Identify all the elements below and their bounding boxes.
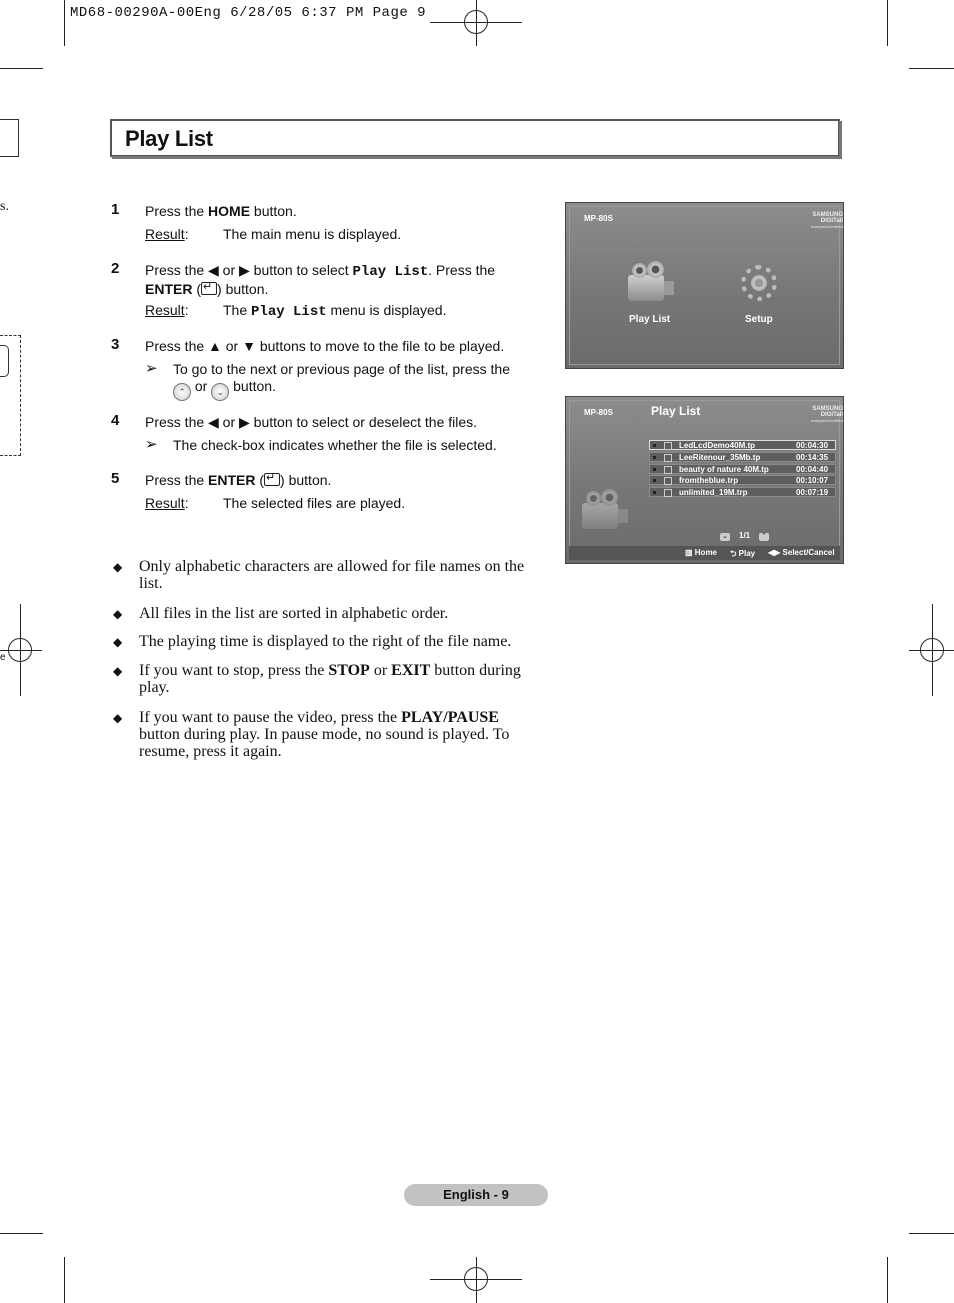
page-title: Play List [125, 126, 213, 151]
crop-mark [0, 68, 43, 69]
brand-logo: SAMSUNG DIGITall everyone's invited [811, 212, 843, 229]
step-2-result: Result: [145, 302, 189, 318]
bullet-diamond-icon: ◆ [113, 711, 123, 725]
facing-page-text-fragment: s. [0, 199, 9, 214]
note-arrow-icon: ➢ [145, 436, 158, 453]
menu-item-setup[interactable]: Setup [745, 314, 773, 325]
step-number: 1 [111, 201, 120, 218]
step-2-text: Press the ◀ or ▶ button to select Play List. Press the ENTER (↵ ) button. [145, 262, 525, 298]
facing-page-text-fragment: e [0, 652, 6, 663]
crop-mark [887, 1257, 888, 1303]
file-row[interactable]: unlimited_19M.trp 00:07:19 [649, 487, 836, 497]
bullet-diamond-icon: ◆ [113, 664, 123, 678]
step-5-result-text: The selected files are played. [223, 495, 406, 511]
note-bullet: The playing time is displayed to the right of the file name. [139, 633, 512, 650]
registration-circle [464, 10, 488, 34]
crop-mark [909, 68, 954, 69]
step-4-text: Press the ◀ or ▶ button to select or deselect the files. [145, 414, 478, 430]
file-row[interactable]: LeeRitenour_35Mb.tp 00:14:35 [649, 452, 836, 462]
page-down-icon[interactable]: ⌄ [720, 533, 730, 541]
note-arrow-icon: ➢ [145, 360, 158, 377]
facing-page-icon-edge [0, 345, 9, 377]
file-row[interactable]: beauty of nature 40M.tp 00:04:40 [649, 464, 836, 474]
note-bullet: All files in the list are sorted in alphabetic order. [139, 605, 449, 622]
registration-circle [920, 638, 944, 662]
enter-icon [264, 473, 280, 486]
camera-icon [580, 489, 632, 531]
menu-item-play-list[interactable]: Play List [629, 314, 671, 325]
print-header: MD68-00290A-00Eng 6/28/05 6:37 PM Page 9 [70, 5, 427, 21]
page-up-button-icon: ⌃ [173, 383, 191, 401]
note-bullet: If you want to pause the video, press the PLAY/PAUSE button during play. In pause mode, no sound is played. To resume, press it again. [139, 709, 510, 760]
page-indicator: 1/1 [739, 531, 751, 540]
step-3-text: Press the ▲ or ▼ buttons to move to the file to be played. [145, 338, 505, 354]
step-2-result-text: The Play List menu is displayed. [223, 302, 447, 320]
bullet-diamond-icon: ◆ [113, 607, 123, 621]
facing-page-title-edge [0, 119, 19, 157]
camera-icon [626, 261, 678, 303]
crop-mark [64, 1257, 65, 1303]
page-number: English - 9 [404, 1184, 548, 1206]
bullet-diamond-icon: ◆ [113, 635, 123, 649]
step-number: 3 [111, 336, 120, 353]
step-number: 5 [111, 470, 120, 487]
title-box [110, 119, 840, 157]
note-bullet: Only alphabetic characters are allowed for file names on the list. [139, 558, 525, 592]
crop-mark [909, 1233, 954, 1234]
screen-footer-bar [569, 546, 840, 560]
page-up-icon[interactable]: ⌃ [759, 533, 769, 541]
main-menu-screenshot [565, 202, 844, 369]
step-1-result-text: The main menu is displayed. [223, 226, 402, 242]
bullet-diamond-icon: ◆ [113, 560, 123, 574]
step-1-text: Press the HOME button. [145, 203, 297, 219]
registration-circle [8, 638, 32, 662]
gear-icon [741, 265, 777, 301]
crop-mark [887, 0, 888, 46]
crop-mark [64, 0, 65, 46]
file-row[interactable]: fromtheblue.trp 00:10:07 [649, 475, 836, 485]
step-5-text: Press the ENTER (↵ ) button. [145, 472, 331, 489]
note-bullet: If you want to stop, press the STOP or EXIT button during play. [139, 662, 521, 696]
enter-icon [201, 282, 217, 295]
step-number: 4 [111, 412, 120, 429]
brand-logo: SAMSUNG DIGITall everyone's invited [811, 406, 843, 423]
footer-home: ▥ Home [685, 548, 718, 557]
step-number: 2 [111, 260, 120, 277]
step-4-note: The check-box indicates whether the file is selected. [173, 437, 497, 453]
step-3-note: To go to the next or previous page of the list, press the ⌃ or ⌄ button. [173, 361, 533, 401]
screen-title: Play List [651, 404, 701, 418]
footer-play: ⮌ Play [730, 549, 756, 558]
page-down-button-icon: ⌄ [211, 383, 229, 401]
model-label: MP-80S [584, 214, 613, 223]
file-row[interactable]: LedLcdDemo40M.tp 00:04:30 [649, 440, 836, 450]
step-5-result: Result: [145, 495, 189, 511]
crop-mark [0, 1233, 43, 1234]
registration-circle [464, 1267, 488, 1291]
model-label: MP-80S [584, 408, 613, 417]
footer-select: ◀▶ Select/Cancel [768, 548, 835, 557]
step-1-result: Result: [145, 226, 189, 242]
